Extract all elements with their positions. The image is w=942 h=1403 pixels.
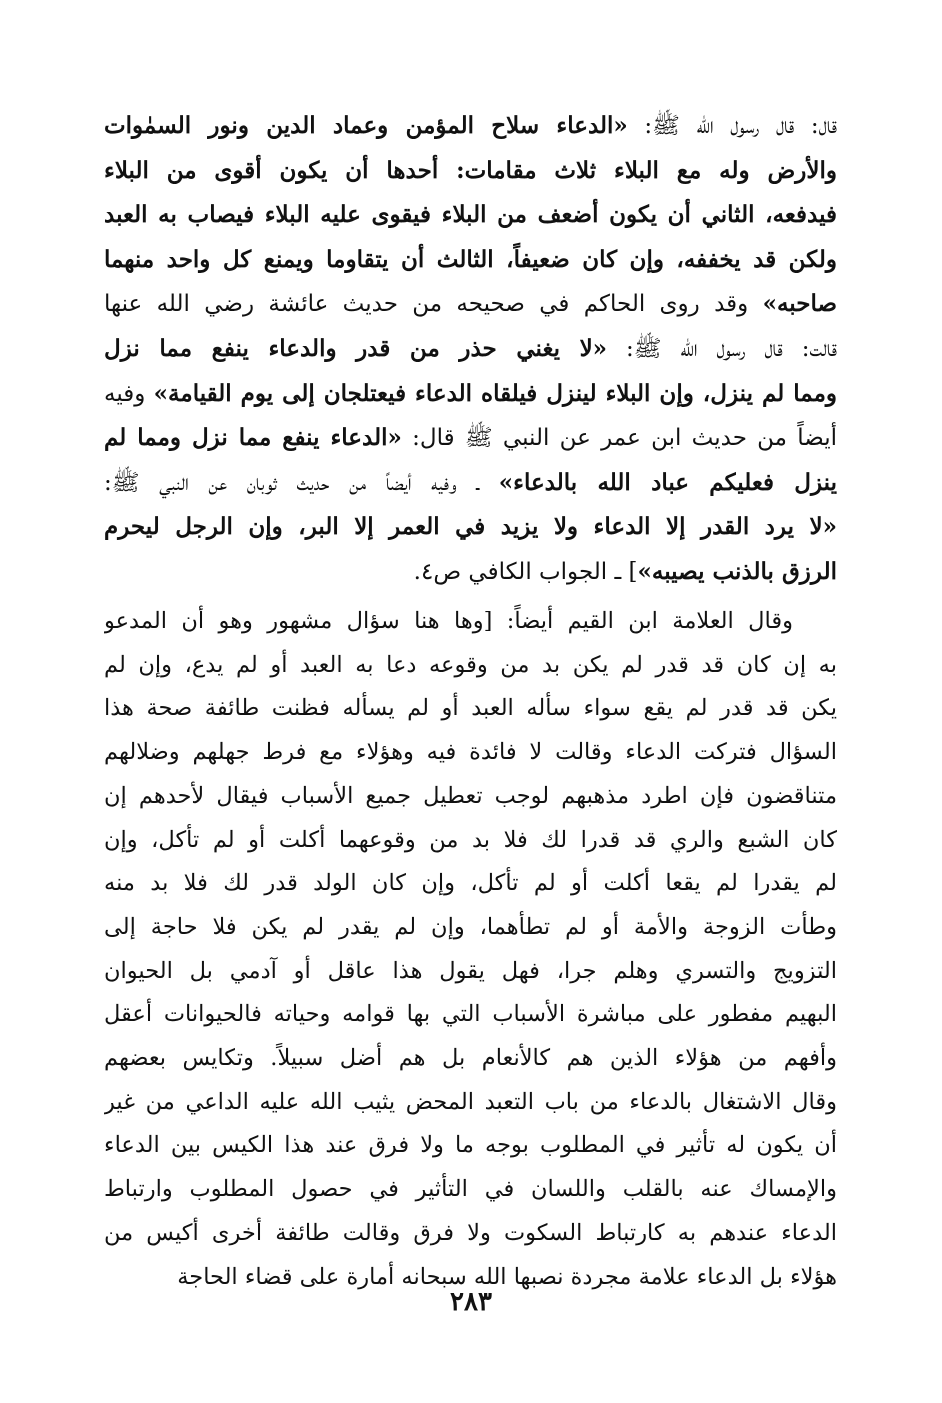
text-line: التزويج والتسري وهلم جرا، فهل يقول هذا عاقل أو آدمي بل الحيوان: [104, 957, 837, 984]
hadith-text: ينزل فعليكم عباد الله بالدعاء»: [498, 468, 837, 496]
commentary-paragraph: [104, 600, 837, 1299]
narration-text: أيضاً من حديث ابن عمر عن النبي ﷺ قال:: [401, 425, 837, 452]
hadith-text: ومما لم ينزل، وإن البلاء لينزل فيلقاه الدعاء فيعتلجان إلى يوم القيامة»: [153, 379, 837, 407]
hadith-text: «لا يغني حذر من قدر والدعاء ينفع مما نزل: [104, 334, 608, 362]
hadith-paragraph: [104, 104, 837, 595]
text-line: والإمساك عنه بالقلب واللسان في التأثير في حصول المطلوب وارتباط: [104, 1176, 837, 1203]
narration-text: ] ـ الجواب الكافي ص٤.: [413, 558, 638, 585]
text-line: يكن قد قدر لم يقع سواء سأله العبد أو لم يسأله فظنت طائفة صحة هذا: [104, 695, 837, 722]
text-line: [104, 505, 837, 550]
text-line: [104, 104, 837, 149]
text-line: وطأت الزوجة والأمة أو لم تطأهما، وإن لم يقدر لم يكن فلا حاجة إلى: [104, 913, 837, 940]
text-line: هؤلاء بل الدعاء علامة مجردة نصبها الله سبحانه أمارة على قضاء الحاجة: [177, 1263, 837, 1290]
hadith-text: «الدعاء ينفع مما نزل ومما لم: [104, 424, 402, 452]
narration-text: وقد روى الحاكم في صحيحه من حديث عائشة رضي الله عنها: [104, 291, 763, 318]
text-line: كان الشبع والري قد قدرا لك فلا بد من وقوعهما أكلت أو لم تأكل، وإن: [104, 826, 837, 853]
hadith-text: فيدفعه، الثاني أن يكون أضعف من البلاء فيقوى عليه البلاء فيصاب به العبد: [104, 201, 837, 229]
text-line: وقال الاشتغال بالدعاء من باب التعبد المحض يثيب الله عليه الداعي من غير: [104, 1088, 837, 1115]
text-line: [104, 372, 837, 417]
hadith-text: صاحبه»: [762, 290, 837, 318]
text-line: [104, 327, 837, 372]
hadith-text: ولكن قد يخففه، وإن كان ضعيفاً، الثالث أن يتقاوما ويمنع كل واحد منهما: [104, 245, 837, 273]
narration-text: ـ وفيه أيضاً من حديث ثوبان عن النبي ﷺ:: [104, 469, 499, 496]
hadith-text: «لا يرد القدر إلا الدعاء ولا يزيد في العمر إلا البر، وإن الرجل ليحرم: [104, 513, 837, 541]
text-line: [104, 149, 837, 194]
hadith-text: «الدعاء سلاح المؤمن وعماد الدين ونور السمٰوات: [104, 112, 628, 139]
text-line: لم يقدرا لم يقعا أكلت أو لم تأكل، وإن كان الولد قدر لك فلا بد منه: [104, 870, 837, 897]
text-line: وقال العلامة ابن القيم أيضاً: [وها هنا سؤال مشهور وهو أن المدعو: [104, 608, 793, 634]
text-line: [104, 461, 837, 506]
text-line: [104, 238, 837, 283]
text-line: وأفهم من هؤلاء الذين هم كالأنعام بل هم أضل سبيلاً. وتكايس بعضهم: [104, 1045, 837, 1072]
text-line: أن يكون له تأثير في المطلوب بوجه ما ولا فرق عند هذا الكيس بين الدعاء: [104, 1132, 837, 1159]
hadith-text: والأرض وله مع البلاء ثلاث مقامات: أحدها أن يكون أقوى من البلاء: [104, 156, 837, 184]
narration-text: قالت: قال رسول الله ﷺ:: [607, 335, 837, 362]
text-line: البهيم مفطور على مباشرة الأسباب التي بها قوامه وحياته فالحيوانات أعقل: [104, 1001, 837, 1028]
text-line: به إن كان قد قدر لم يكن بد من وقوعه دعا به العبد أو لم يدع، وإن لم: [104, 651, 837, 678]
text-line: [104, 282, 837, 327]
narration-text: وفيه: [104, 380, 154, 407]
text-line: [104, 193, 837, 238]
page-number: ٢٨٣: [450, 1287, 492, 1317]
text-line: الدعاء عندهم به كارتباط السكوت ولا فرق وقالت طائفة أخرى أكيس من: [104, 1219, 837, 1246]
text-line: متناقضون فإن اطرد مذهبهم لوجب تعطيل جميع الأسباب فيقال لأحدهم إن: [104, 782, 837, 809]
text-line: السؤال فتركت الدعاء وقالت لا فائدة فيه وهؤلاء مع فرط جهلهم وضلالهم: [104, 739, 837, 766]
text-line: [104, 416, 837, 461]
text-line: [104, 550, 837, 595]
hadith-text: الرزق بالذنب يصيبه»: [637, 557, 837, 585]
narration-text: قال: قال رسول الله ﷺ:: [627, 113, 837, 139]
